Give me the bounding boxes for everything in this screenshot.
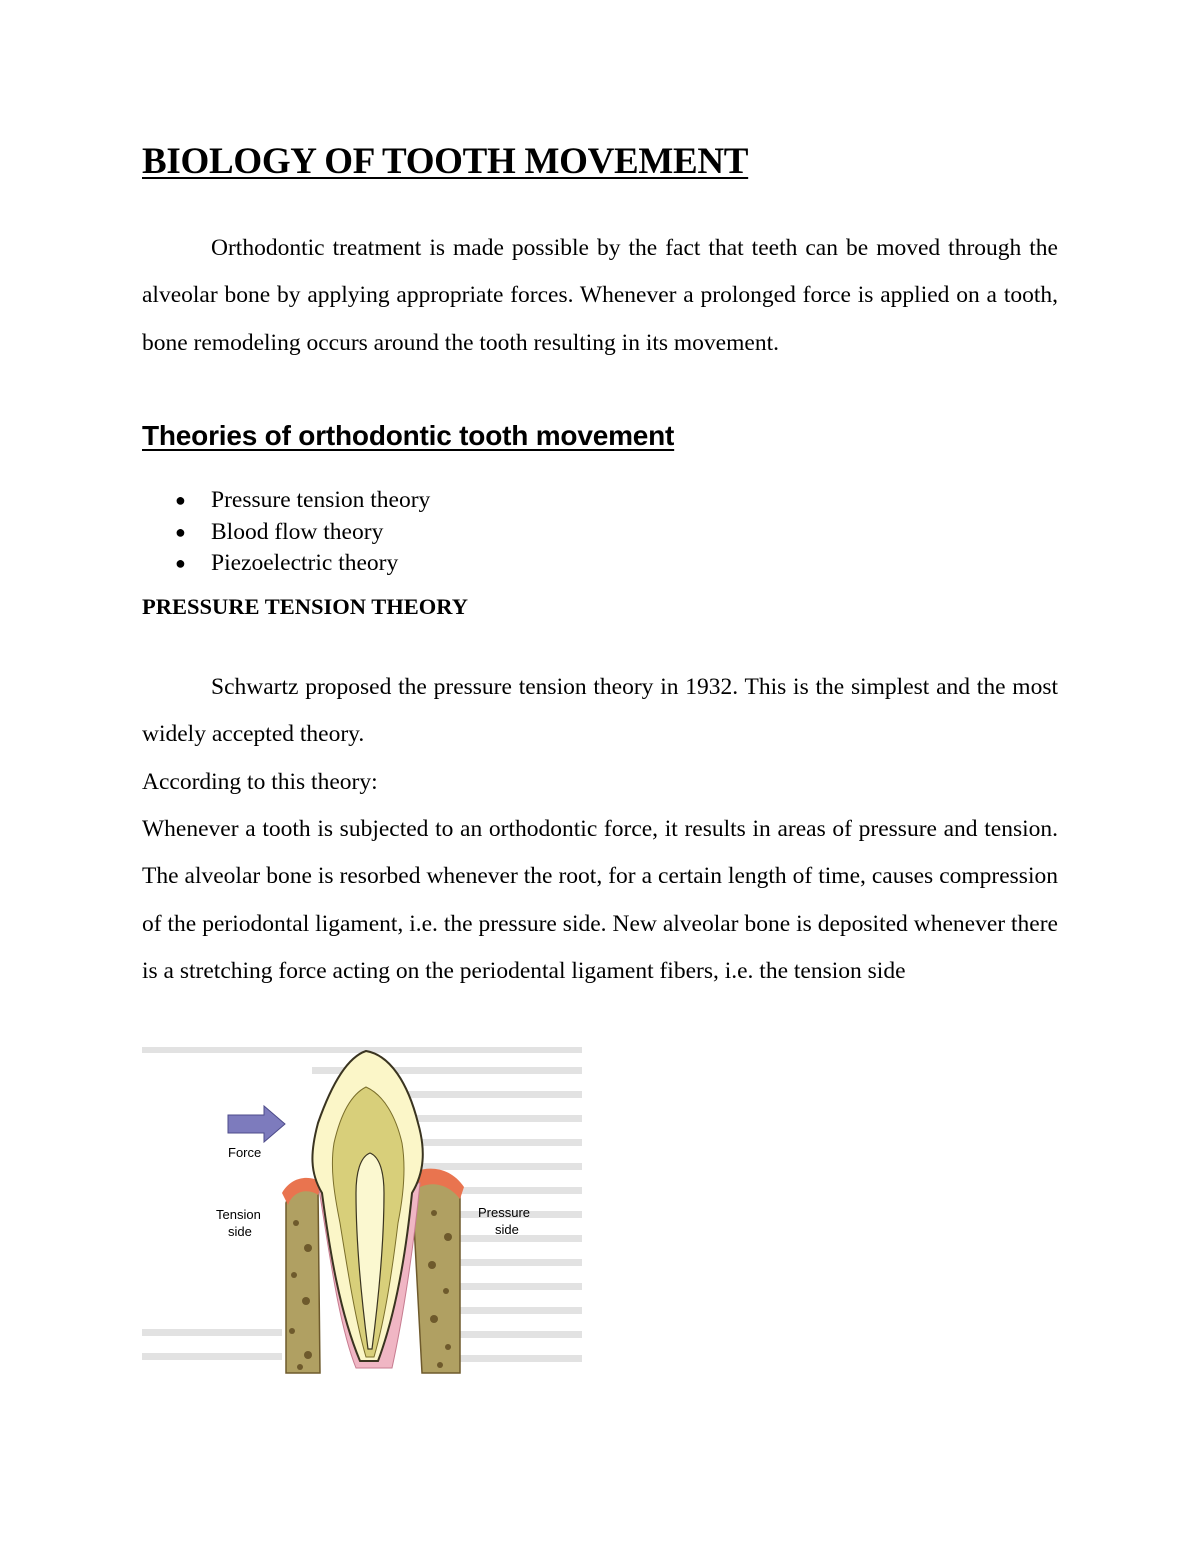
bone-right bbox=[412, 1178, 460, 1373]
intro-paragraph: Orthodontic treatment is made possible by the fact that teeth can be moved through the alveolar bone by applying appropriate forces. Whenever a prolonged force is applied on a tooth, bone remodeling occurs around the tooth resulting in its movement. bbox=[142, 235, 1058, 356]
list-item bbox=[142, 548, 430, 580]
section-paragraph-1: Schwartz proposed the pressure tension theory in 1932. This is the simplest and the most widely accepted theory. bbox=[142, 674, 1058, 748]
list-item bbox=[142, 485, 430, 517]
list-item-text: Piezoelectric theory bbox=[211, 550, 399, 576]
force-arrow-icon bbox=[228, 1106, 285, 1142]
section-heading: PRESSURE TENSION THEORY bbox=[142, 594, 468, 619]
list-item bbox=[142, 517, 430, 549]
list-item-text: Blood flow theory bbox=[211, 518, 384, 545]
pressure-label: Pressure bbox=[478, 1205, 531, 1220]
tension-label: Tension bbox=[216, 1207, 261, 1222]
bullet-icon: ● bbox=[175, 553, 186, 573]
bone-left bbox=[286, 1186, 320, 1373]
force-label: Force bbox=[228, 1145, 262, 1160]
bullet-icon: ● bbox=[175, 521, 186, 542]
tension-side-label: side bbox=[228, 1224, 252, 1239]
tooth-movement-figure bbox=[142, 1043, 582, 1378]
section-paragraph-2: According to this theory: bbox=[142, 769, 378, 795]
pressure-side-label: side bbox=[495, 1222, 519, 1237]
section-paragraph-3: Whenever a tooth is subjected to an orthodontic force, it results in areas of pressure and tension. The alveolar bone is resorbed whenever the root, for a certain length of time, causes compression of the periodontal ligament, i.e. the pressure side. New alveolar bone is deposited whenever there is a stretching force acting on the periodental ligament fibers, i.e. the tension side bbox=[142, 816, 1058, 984]
document-title: BIOLOGY OF TOOTH MOVEMENT bbox=[142, 141, 749, 182]
theories-heading: Theories of orthodontic tooth movement bbox=[142, 420, 675, 451]
list-item-text: Pressure tension theory bbox=[211, 487, 431, 513]
bullet-icon: ● bbox=[175, 490, 186, 510]
theories-list bbox=[142, 485, 430, 580]
tooth-diagram bbox=[142, 1043, 582, 1378]
